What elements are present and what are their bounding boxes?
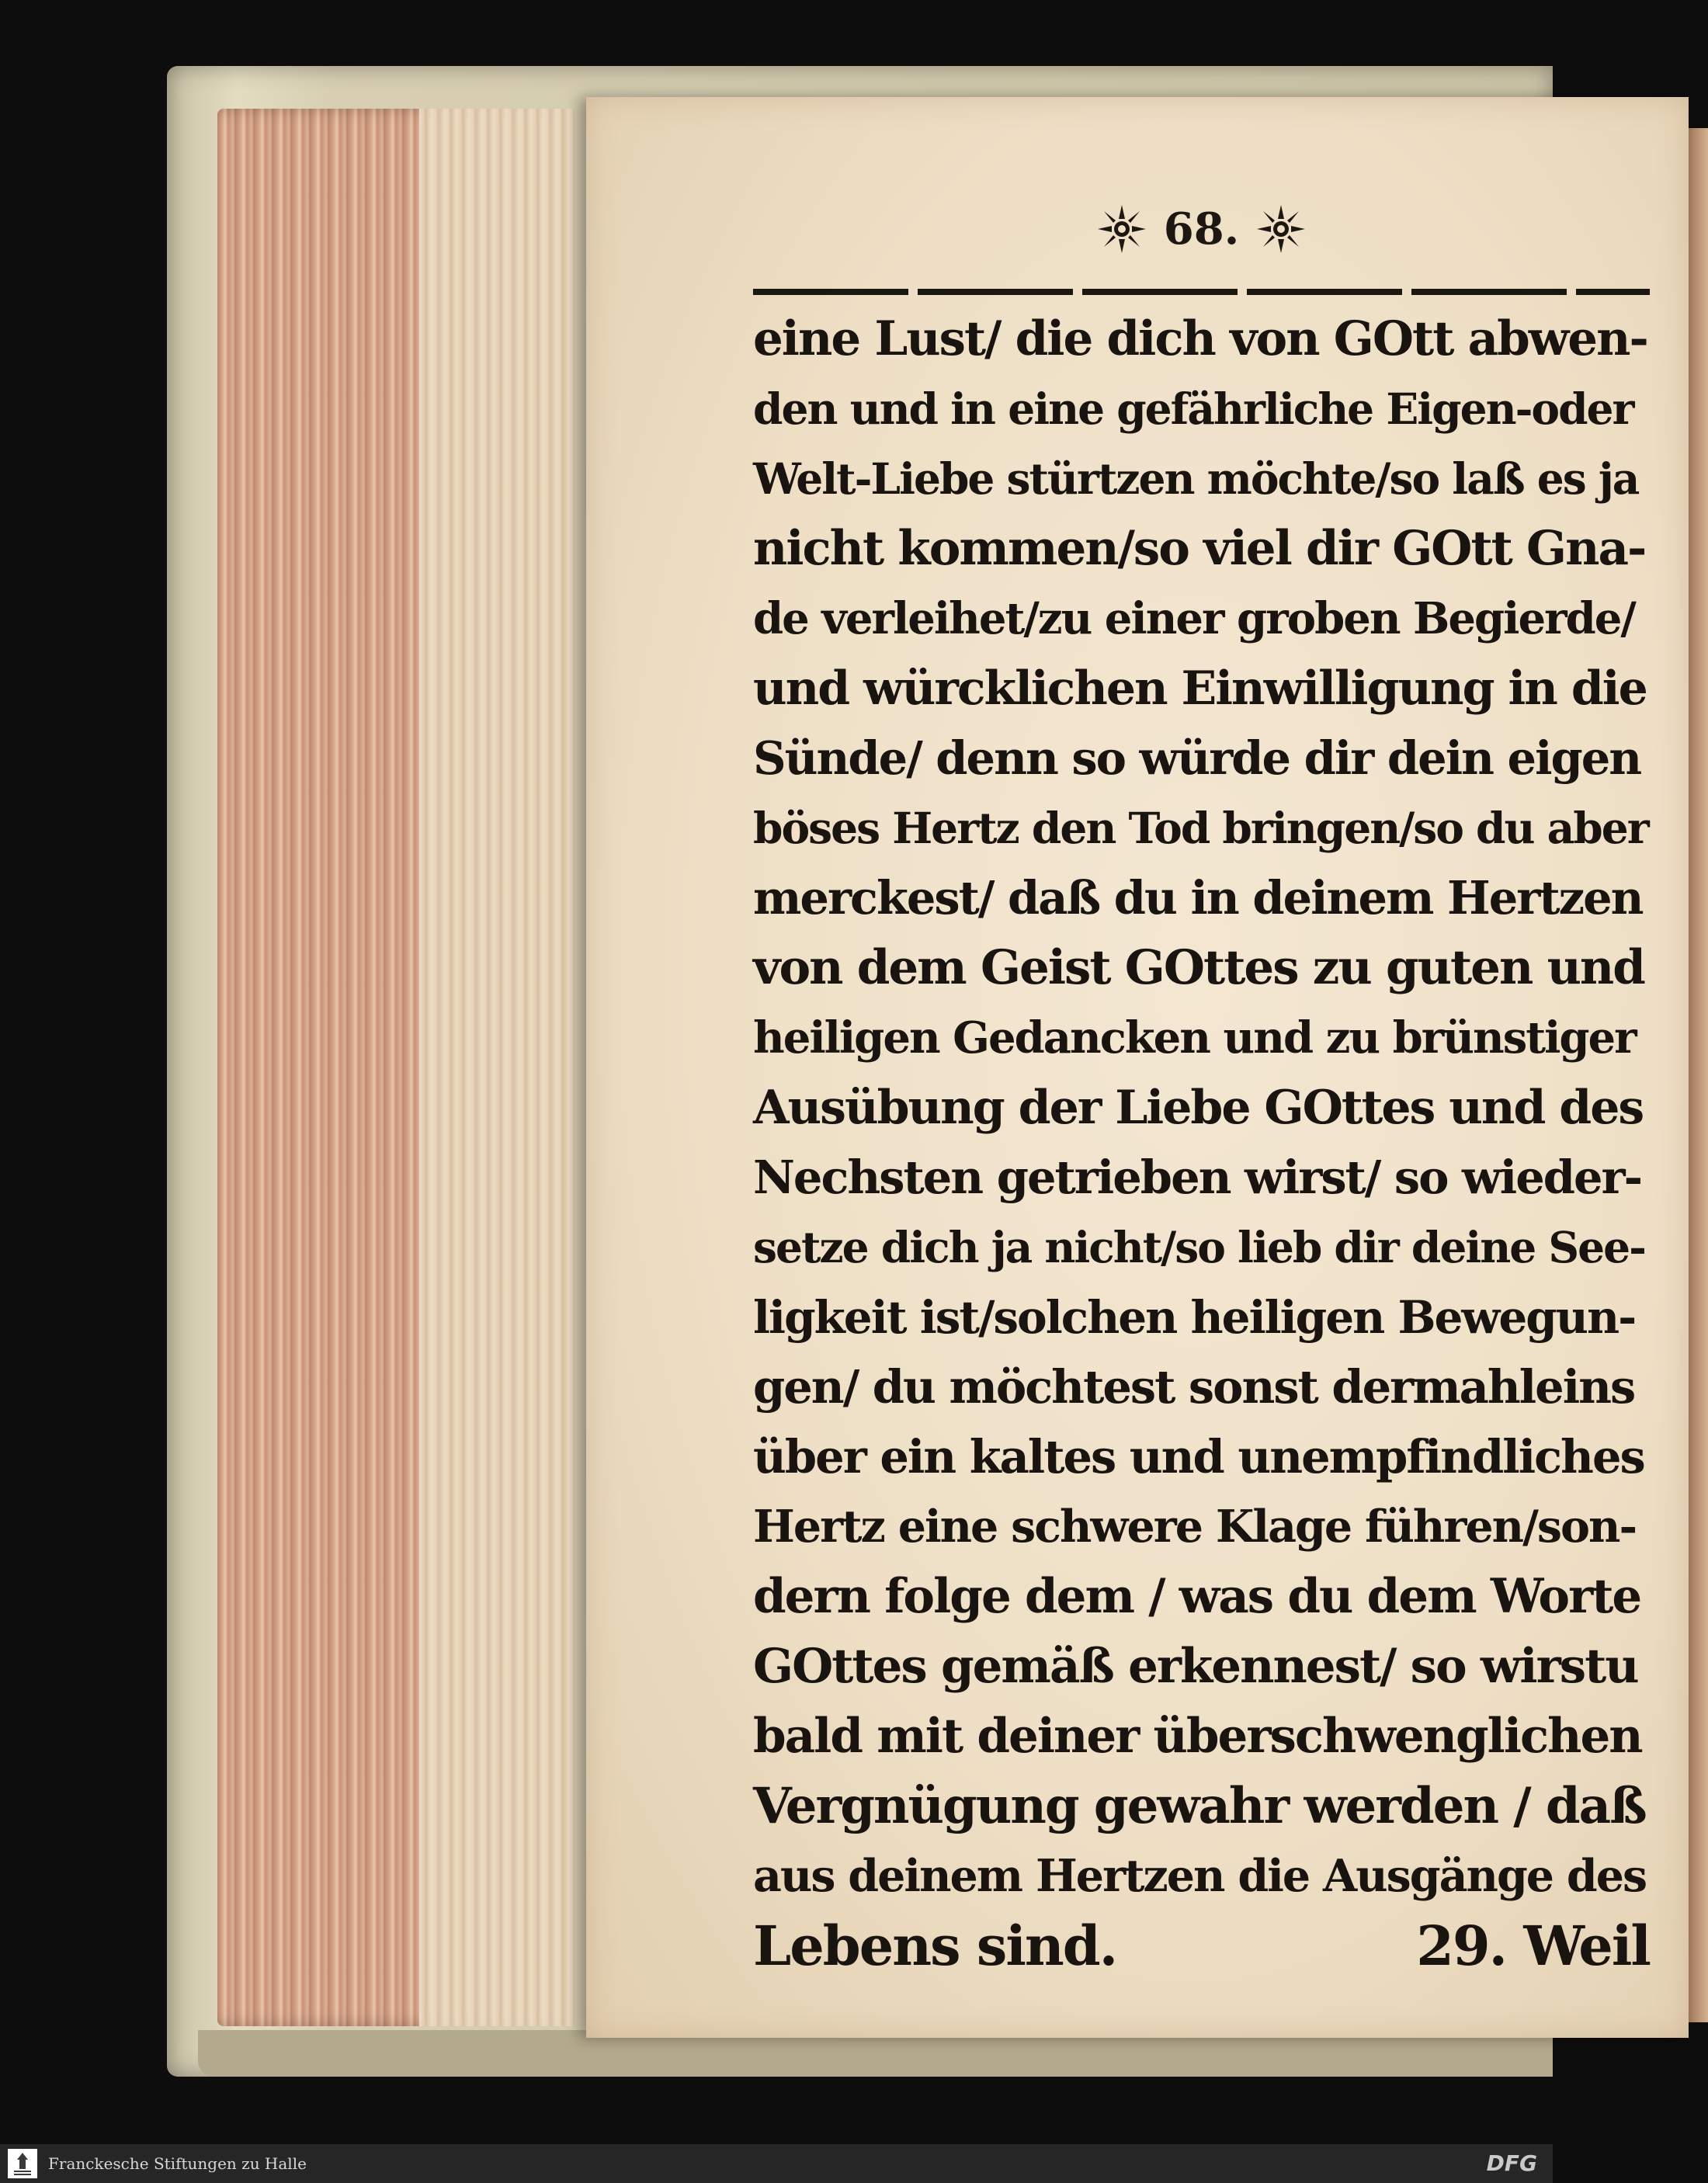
text-line: bald mit deiner überschwenglichen xyxy=(753,1709,1642,1764)
text-line: ligkeit ist/solchen heiligen Bewegun- xyxy=(753,1291,1636,1344)
book xyxy=(167,66,1650,2077)
body-text xyxy=(753,304,1650,1981)
text-line: Nechsten getrieben wirst/ so wieder- xyxy=(753,1150,1642,1204)
dfg-logo: DFG xyxy=(1486,2150,1537,2176)
text-line: von dem Geist GOttes zu guten und xyxy=(753,940,1644,995)
text-line: den und in eine gefährliche Eigen-oder xyxy=(753,384,1633,434)
last-line-text: Lebens sind. xyxy=(753,1914,1117,1978)
text-line: GOttes gemäß erkennest/ so wirstu xyxy=(753,1639,1638,1694)
text-line: nicht kommen/so viel dir GOtt Gna- xyxy=(753,521,1646,576)
text-line: über ein kaltes und unempfindliches xyxy=(753,1430,1644,1484)
page-number: 68. xyxy=(1163,203,1240,255)
fore-edge xyxy=(1689,128,1708,2022)
institution-name: Franckesche Stiftungen zu Halle xyxy=(48,2154,307,2173)
page-block-edges xyxy=(217,109,575,2026)
text-line: dern folge dem / was du dem Worte xyxy=(753,1569,1641,1624)
text-line: Ausübung der Liebe GOttes und des xyxy=(753,1081,1644,1135)
text-line: setze dich ja nicht/so lieb dir deine See- xyxy=(753,1222,1645,1272)
flower-ornament-icon xyxy=(1095,202,1149,256)
text-line: Vergnügung gewahr werden / daß xyxy=(753,1777,1646,1835)
text-line: gen/ du möchtest sonst dermahleins xyxy=(753,1360,1635,1414)
book-page xyxy=(586,97,1689,2038)
flower-ornament-icon xyxy=(1254,202,1308,256)
footer-bar xyxy=(0,2144,1553,2183)
header-rule xyxy=(753,289,1650,295)
text-line: aus deinem Hertzen die Ausgänge des xyxy=(753,1850,1647,1902)
text-line: heiligen Gedancken und zu brünstiger xyxy=(753,1012,1636,1064)
text-line: und würcklichen Einwilligung in die xyxy=(753,661,1647,716)
page-header xyxy=(753,202,1650,279)
catchword: 29. Weil xyxy=(1416,1914,1650,1978)
last-text-line xyxy=(753,1911,1650,1981)
text-line: merckest/ daß du in deinem Hertzen xyxy=(753,871,1643,925)
page-content xyxy=(753,202,1650,2011)
text-line: eine Lust/ die dich von GOtt abwen- xyxy=(753,311,1647,366)
text-line: de verleihet/zu einer groben Begierde/ xyxy=(753,593,1635,644)
institution-logo-icon xyxy=(8,2149,37,2178)
text-line: Hertz eine schwere Klage führen/son- xyxy=(753,1501,1637,1553)
text-line: Welt-Liebe stürtzen möchte/so laß es ja xyxy=(753,453,1639,504)
text-line: böses Hertz den Tod bringen/so du aber xyxy=(753,803,1648,853)
text-line: Sünde/ denn so würde dir dein eigen xyxy=(753,731,1641,785)
